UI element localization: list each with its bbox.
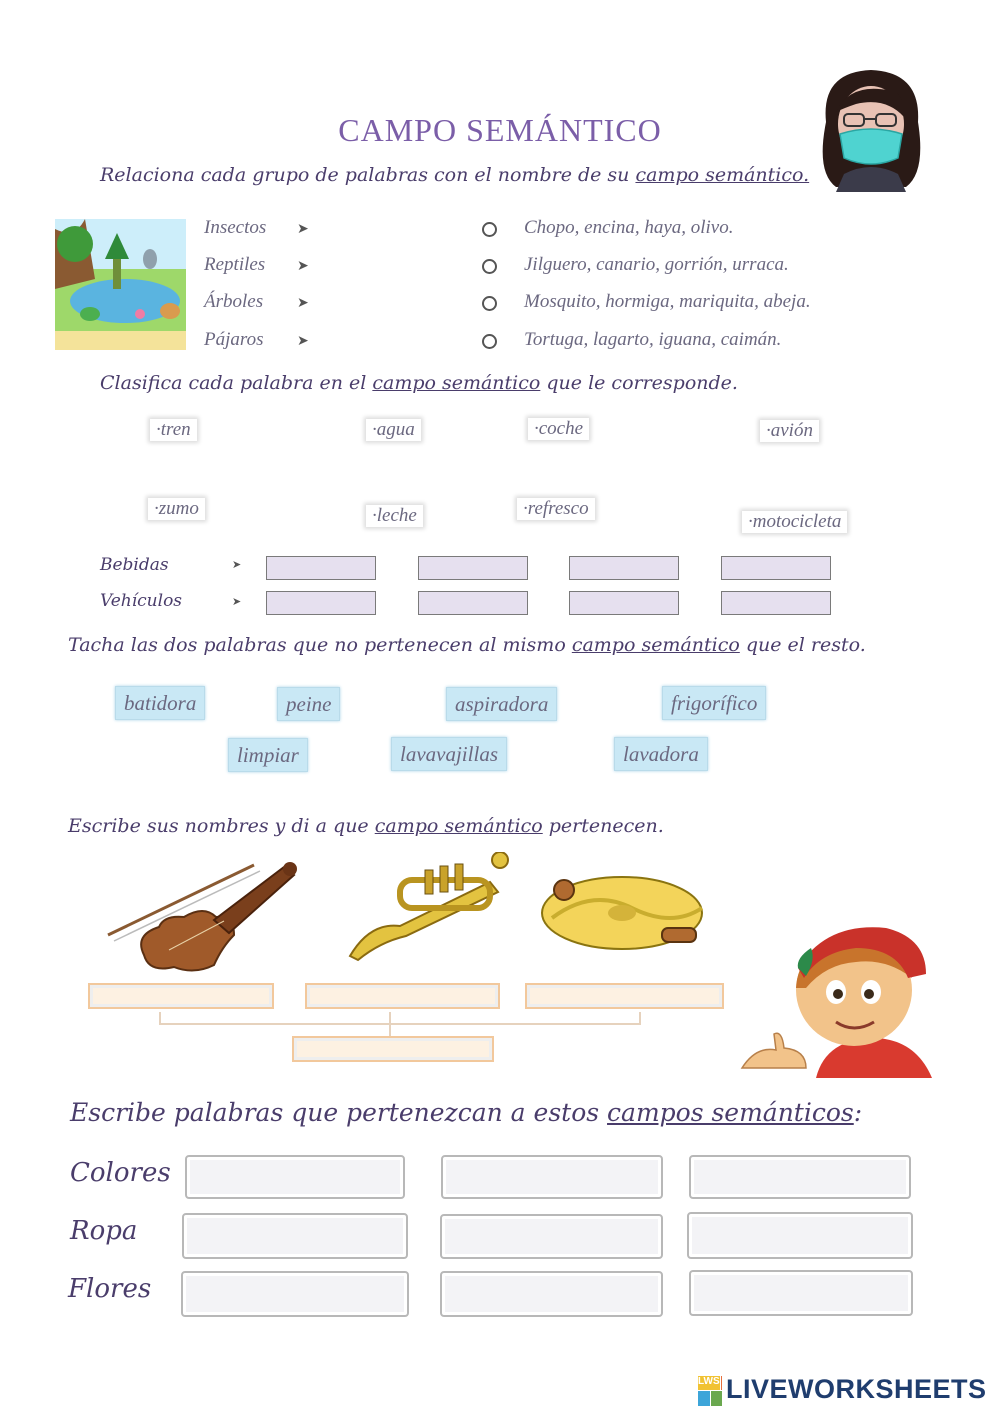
- strike-word[interactable]: frigorífico: [662, 686, 766, 720]
- category-label-colores: Colores: [70, 1158, 171, 1188]
- flores-input-3[interactable]: [689, 1270, 913, 1316]
- ropa-input-1[interactable]: [182, 1213, 408, 1259]
- circle-icon[interactable]: [482, 259, 497, 274]
- word-tag[interactable]: ·refresco: [517, 498, 595, 520]
- section5-instruction: Escribe palabras que pertenezcan a estos campos semánticos:: [70, 1098, 863, 1127]
- page-title: CAMPO SEMÁNTICO: [338, 112, 662, 148]
- category-label-flores: Flores: [68, 1274, 152, 1304]
- colores-input-1[interactable]: [185, 1155, 405, 1199]
- section4-instruction: Escribe sus nombres y di a que campo semántico pertenecen.: [68, 815, 664, 837]
- match-left-item: Pájaros: [204, 329, 264, 350]
- strike-word[interactable]: lavavajillas: [391, 737, 507, 771]
- match-right-item: Mosquito, hormiga, mariquita, abeja.: [524, 291, 811, 312]
- arrow-icon[interactable]: ➤: [297, 295, 309, 311]
- flores-input-1[interactable]: [181, 1271, 409, 1317]
- match-right-item: Jilguero, canario, gorrión, urraca.: [524, 254, 789, 275]
- section3-instruction: Tacha las dos palabras que no pertenecen al mismo campo semántico que el resto.: [68, 634, 866, 656]
- campo-answer-box[interactable]: [292, 1036, 494, 1062]
- bebidas-input-3[interactable]: [569, 556, 679, 580]
- violin-image: [104, 855, 300, 975]
- row-label-vehiculos: Vehículos: [100, 591, 183, 611]
- row-label-bebidas: Bebidas: [100, 555, 169, 575]
- word-tag[interactable]: ·zumo: [148, 498, 205, 520]
- match-right-item: Chopo, encina, haya, olivo.: [524, 217, 734, 238]
- match-left-item: Árboles: [204, 291, 264, 312]
- circle-icon[interactable]: [482, 296, 497, 311]
- word-tag[interactable]: ·coche: [528, 418, 589, 440]
- strike-word[interactable]: lavadora: [614, 737, 708, 771]
- section2-instruction: Clasifica cada palabra en el campo semántico que le corresponde.: [100, 372, 738, 394]
- pond-scene-image: [55, 219, 186, 350]
- vehiculos-input-3[interactable]: [569, 591, 679, 615]
- arrow-icon[interactable]: ➤: [297, 333, 309, 349]
- cartoon-boy-image: [736, 918, 932, 1078]
- flores-input-2[interactable]: [440, 1271, 663, 1317]
- liveworksheets-logo-text: LIVEWORKSHEETS: [726, 1374, 987, 1404]
- word-tag[interactable]: ·avión: [760, 420, 819, 442]
- bebidas-input-1[interactable]: [266, 556, 376, 580]
- arrow-icon: ➤: [232, 558, 242, 571]
- arrow-icon[interactable]: ➤: [297, 258, 309, 274]
- arrow-icon[interactable]: ➤: [297, 221, 309, 237]
- ropa-input-3[interactable]: [687, 1212, 913, 1259]
- match-left-item: Insectos: [204, 217, 267, 238]
- bebidas-input-2[interactable]: [418, 556, 528, 580]
- strike-word[interactable]: limpiar: [228, 738, 308, 772]
- colores-input-2[interactable]: [441, 1155, 663, 1199]
- liveworksheets-logo-icon: LWS: [698, 1376, 722, 1406]
- circle-icon[interactable]: [482, 222, 497, 237]
- trumpet-image: [340, 852, 518, 964]
- vehiculos-input-2[interactable]: [418, 591, 528, 615]
- word-tag[interactable]: ·agua: [366, 419, 421, 441]
- connector-lines: [150, 1006, 650, 1038]
- strike-word[interactable]: batidora: [115, 686, 205, 720]
- match-right-item: Tortuga, lagarto, iguana, caimán.: [524, 329, 782, 350]
- vehiculos-input-4[interactable]: [721, 591, 831, 615]
- bebidas-input-4[interactable]: [721, 556, 831, 580]
- arrow-icon: ➤: [232, 595, 242, 608]
- circle-icon[interactable]: [482, 334, 497, 349]
- strike-word[interactable]: peine: [277, 687, 340, 721]
- word-tag[interactable]: ·leche: [366, 505, 423, 527]
- ropa-input-2[interactable]: [440, 1214, 663, 1259]
- match-left-item: Reptiles: [204, 254, 266, 275]
- category-label-ropa: Ropa: [70, 1216, 138, 1246]
- cymbals-image: [532, 868, 710, 960]
- colores-input-3[interactable]: [689, 1155, 911, 1199]
- vehiculos-input-1[interactable]: [266, 591, 376, 615]
- word-tag[interactable]: ·motocicleta: [742, 511, 847, 533]
- strike-word[interactable]: aspiradora: [446, 687, 557, 721]
- section1-instruction: Relaciona cada grupo de palabras con el nombre de su campo semántico.: [100, 164, 810, 186]
- word-tag[interactable]: ·tren: [150, 419, 197, 441]
